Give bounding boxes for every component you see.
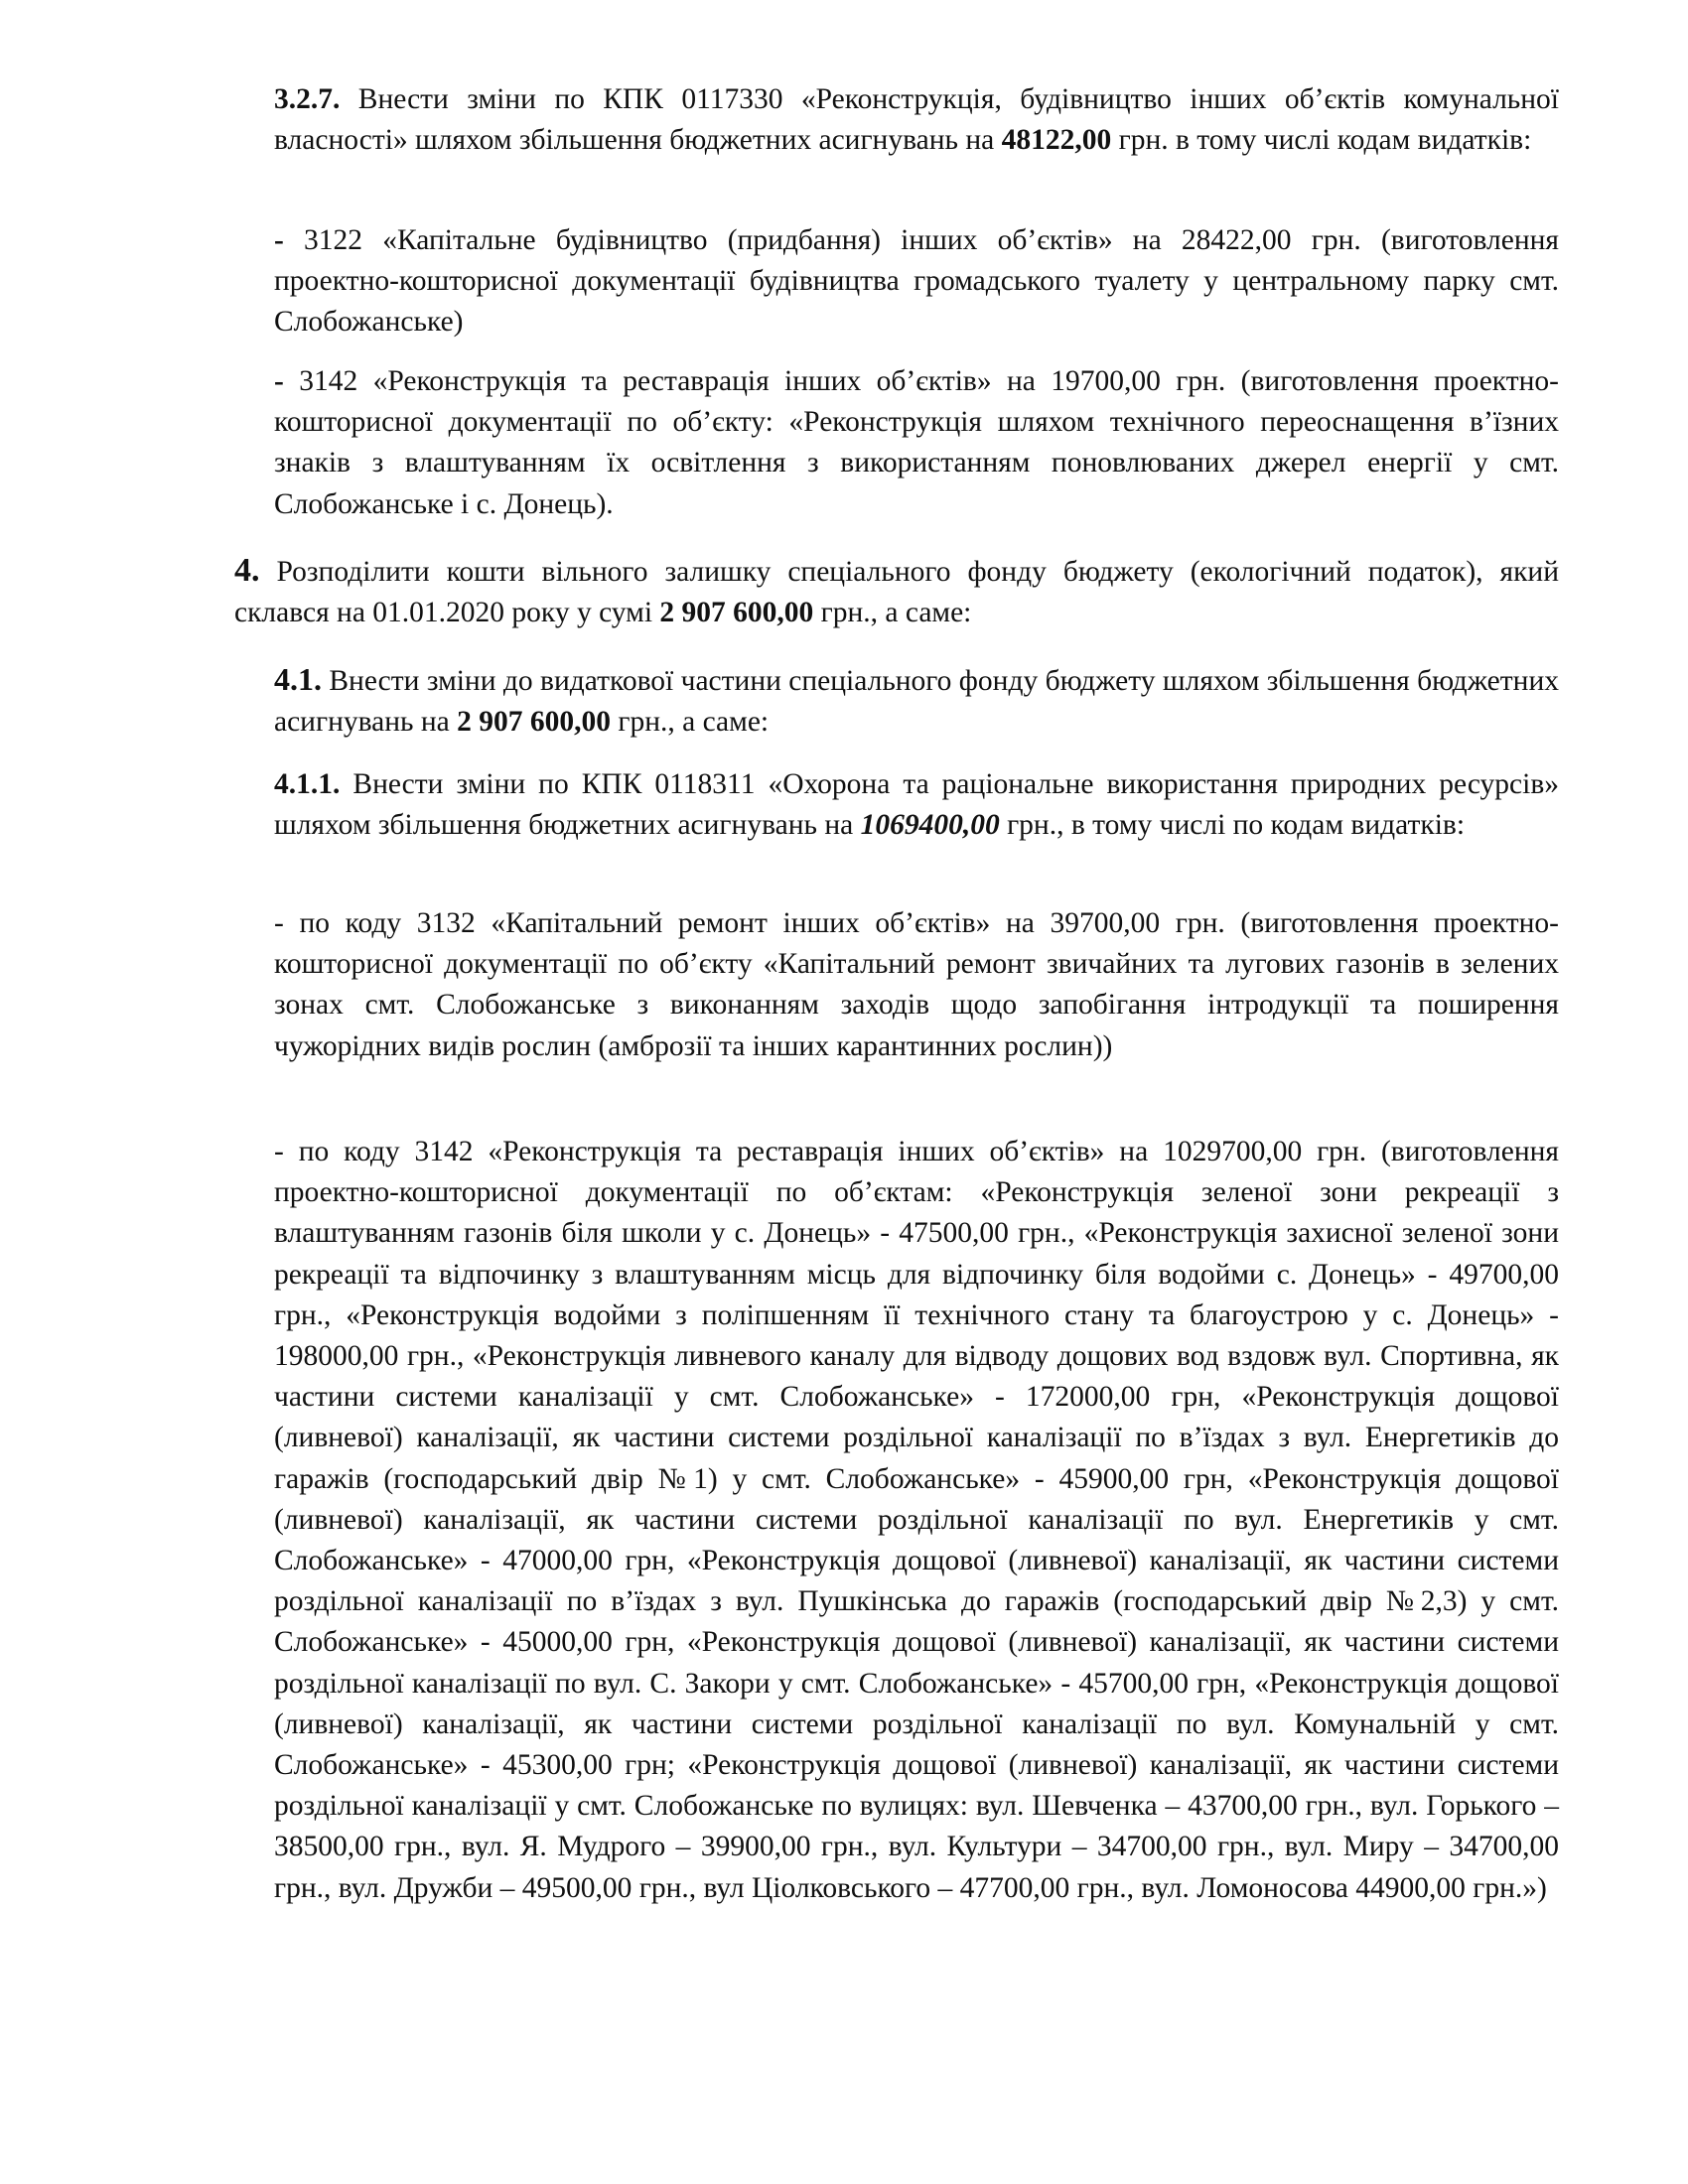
paragraph-4 <box>234 550 1559 633</box>
paragraph-3-2-7-item-1 <box>274 220 1559 343</box>
amount: 1069400,00 <box>860 809 1000 842</box>
paragraph-text: - по коду 3142 «Реконструкція та реставрація інших об’єктів» на 1029700,00 грн. (виготовлення проектно-кошторисної документації по об’єктам: «Реконструкція зеленої зони рекреації з влаштуванням газонів біля школи у с. Донець» - 47500,00 грн., «Реконструкція захисної зеленої зони рекреації та відпочинку з влаштуванням місць для відпочинку біля водойми с. Донець» - 49700,00 грн., «Реконструкція водойми з поліпшенням її технічного стану та благоустрою у с. Донець» - 198000,00 грн., «Реконструкція ливневого каналу для відводу дощових вод вздовж вул. Спортивна, як частини системи каналізації у смт. Слобожанське» - 172000,00 грн, «Реконструкція дощової (ливневої) каналізації, як частини системи роздільної каналізації по в’їздах з вул. Енергетиків до гаражів (господарський двір №1) у смт. Слобожанське» - 45900,00 грн, «Реконструкція дощової (ливневої) каналізації, як частини системи роздільної каналізації по вул. Енергетиків у смт. Слобожанське» - 47000,00 грн, «Реконструкція дощової (ливневої) каналізації, як частини системи роздільної каналізації по в’їздах з вул. Пушкінська до гаражів (господарський двір №2,3) у смт. Слобожанське» - 45000,00 грн, «Реконструкція дощової (ливневої) каналізації, як частини системи роздільної каналізації по вул. С. Закори у смт. Слобожанське» - 45700,00 грн, «Реконструкція дощової (ливневої) каналізації, як частини системи роздільної каналізації по вул. Комунальній у смт. Слобожанське» - 45300,00 грн; «Реконструкція дощової (ливневої) каналізації, як частини системи роздільної каналізації у смт. Слобожанське по вулицях: вул. Шевченка – 43700,00 грн., вул. Горького – 38500,00 грн., вул. Я. Мудрого – 39900,00 грн., вул. Культури – 34700,00 грн., вул. Миру – 34700,00 грн., вул. Дружби – 49500,00 грн., вул Ціолковського – 47700,00 грн., вул. Ломоносова 44900,00 грн.») <box>274 1136 1559 1904</box>
paragraph-text: грн., в тому числі по кодам видатків: <box>999 809 1466 842</box>
section-number: 4.1.1. <box>274 768 341 800</box>
paragraph-4-1-1 <box>274 764 1559 846</box>
paragraph-4-1 <box>274 659 1559 743</box>
amount: 2 907 600,00 <box>457 706 611 739</box>
paragraph-text: 3142 «Реконструкція та реставрація інших об’єктів» на 19700,00 грн. (виготовлення проектно-кошторисної документації по об’єкту: «Реконструкція шляхом технічного переоснащення в’їзних знаків з влаштуванням їх освітлення з використанням поновлюваних джерел енергії у смт. Слобожанське і с. Донець). <box>274 365 1559 520</box>
section-number: 4.1. <box>274 661 322 697</box>
paragraph-4-1-1-item-2 <box>274 1132 1559 1909</box>
paragraph-text: Внести зміни до видаткової частини спеціального фонду бюджету шляхом збільшення бюджетних асигнувань на <box>274 665 1559 739</box>
paragraph-3-2-7-item-2 <box>274 361 1559 525</box>
amount: 2 907 600,00 <box>659 597 814 629</box>
paragraph-3-2-7 <box>274 79 1559 161</box>
paragraph-text: Розподілити кошти вільного залишку спеціального фонду бюджету (екологічний податок), який склався на 01.01.2020 року у сумі <box>234 556 1559 629</box>
list-dash: - <box>274 365 284 397</box>
paragraph-text: грн. в тому числі кодам видатків: <box>1111 124 1532 157</box>
paragraph-text: - по коду 3132 «Капітальний ремонт інших об’єктів» на 39700,00 грн. (виготовлення проектно-кошторисної документації по об’єкту «Капітальний ремонт звичайних та лугових газонів в зелених зонах смт. Слобожанське з виконанням заходів щодо запобігання інтродукції та поширення чужорідних видів рослин (амброзії та інших карантинних рослин)) <box>274 907 1559 1062</box>
section-number: 4. <box>234 552 260 589</box>
paragraph-4-1-1-item-1 <box>274 903 1559 1067</box>
paragraph-text: Внести зміни по КПК 0117330 «Реконструкція, будівництво інших об’єктів комунальної власності» шляхом збільшення бюджетних асигнувань на <box>274 83 1559 157</box>
list-dash: - <box>274 224 284 256</box>
amount: 48122,00 <box>1001 124 1112 157</box>
section-number: 3.2.7. <box>274 83 341 115</box>
paragraph-text: грн., а саме: <box>611 706 770 739</box>
paragraph-text: 3122 «Капітальне будівництво (придбання) інших об’єктів» на 28422,00 грн. (виготовлення проектно-кошторисної документації будівництва громадського туалету у центральному парку смт. Слобожанське) <box>274 224 1559 339</box>
paragraph-text: грн., а саме: <box>813 597 972 629</box>
paragraph-text: Внести зміни по КПК 0118311 «Охорона та раціональне використання природних ресурсів» шляхом збільшення бюджетних асигнувань на <box>274 768 1559 842</box>
